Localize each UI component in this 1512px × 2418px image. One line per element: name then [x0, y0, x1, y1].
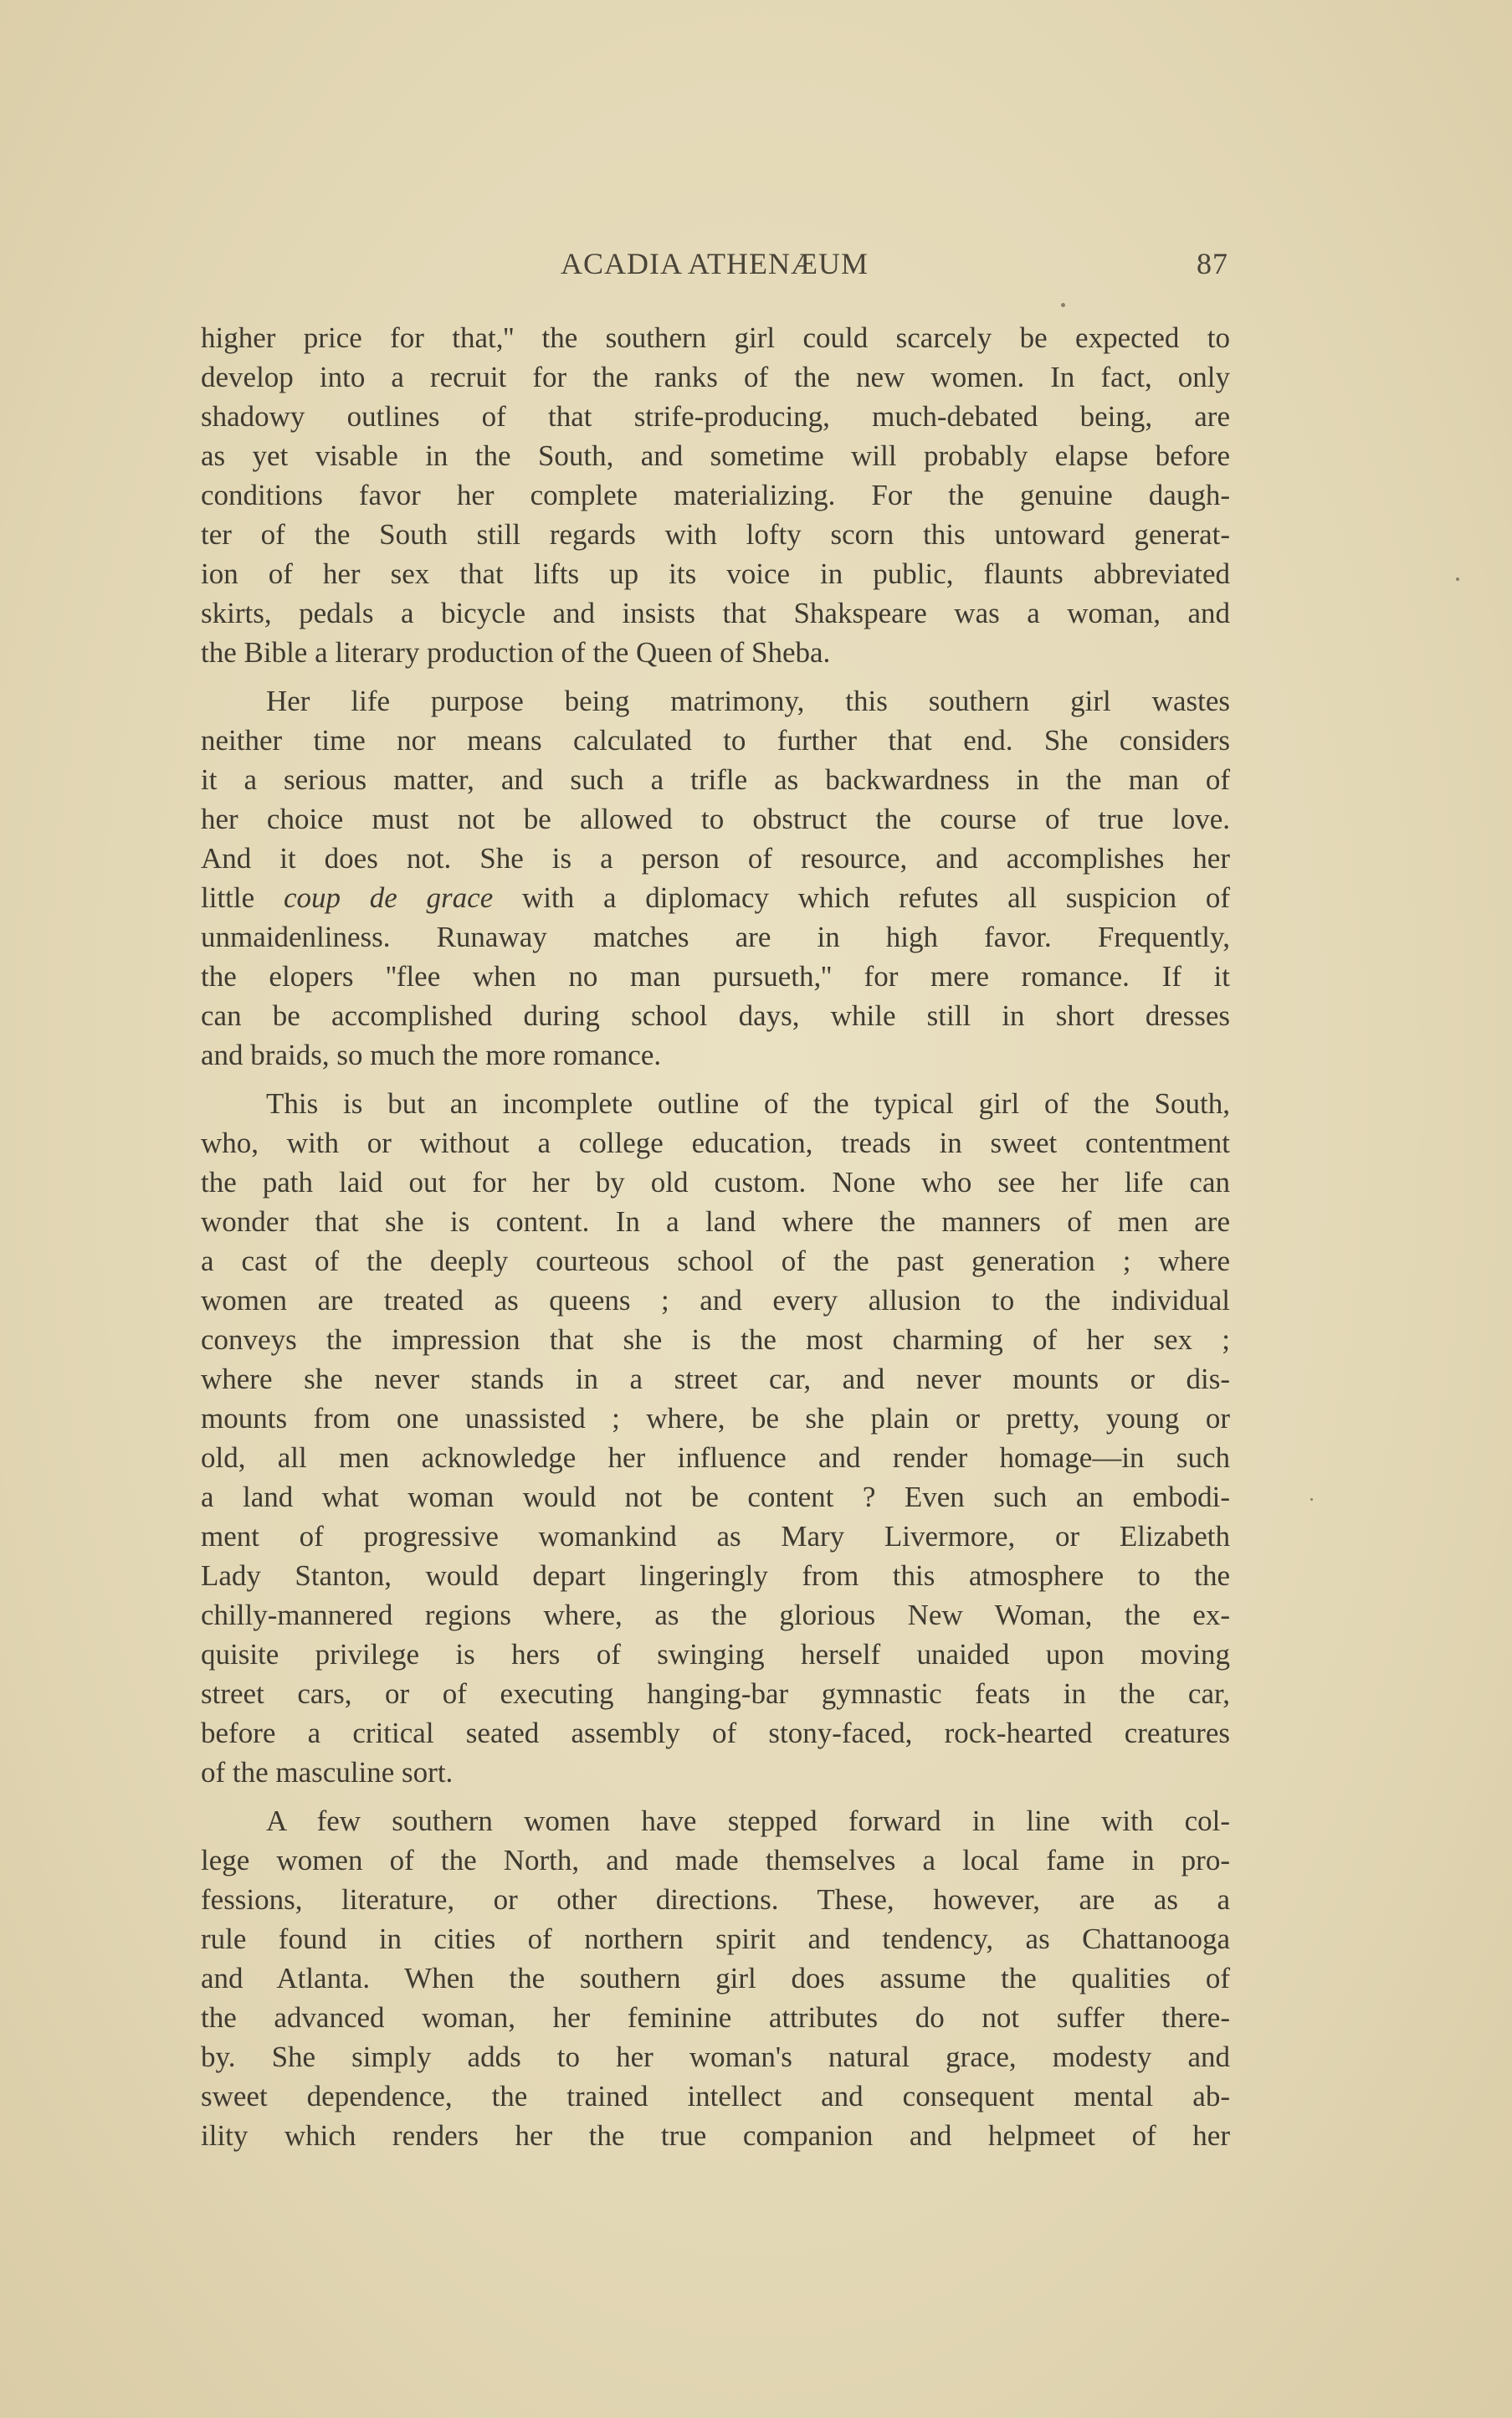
text-line: and braids, so much the more romance. — [201, 1039, 662, 1071]
text-line: the elopers ''flee when no man pursueth,'' for mere romance. If it — [201, 960, 1230, 993]
text-line: fessions, literature, or other directions. These, however, are as a — [201, 1883, 1230, 1916]
paper-speck — [1061, 303, 1065, 307]
text-line: higher price for that,'' the southern girl could scarcely be expected to — [201, 321, 1230, 354]
text-line: the advanced woman, her feminine attributes do not suffer there- — [201, 2001, 1230, 2034]
text-line: who, with or without a college education, treads in sweet contentment — [201, 1127, 1230, 1159]
text-line: conditions favor her complete materializing. For the genuine daugh- — [201, 479, 1230, 511]
text-line: Lady Stanton, would depart lingeringly from this atmosphere to the — [201, 1559, 1230, 1592]
text-line-with-italic — [201, 878, 1230, 917]
text-line: of the masculine sort. — [201, 1756, 454, 1789]
text-line: Her life purpose being matrimony, this southern girl wastes — [266, 685, 1230, 717]
paragraph-2 — [201, 681, 1230, 1075]
text-line: This is but an incomplete outline of the typical girl of the South, — [266, 1087, 1230, 1120]
page-number: 87 — [1197, 247, 1228, 280]
text-line: a land what woman would not be content ? Even such an embodi- — [201, 1481, 1230, 1513]
text-line: develop into a recruit for the ranks of the new women. In fact, only — [201, 361, 1230, 393]
text-line: as yet visable in the South, and sometime will probably elapse before — [201, 439, 1230, 472]
text-run: little — [201, 881, 284, 914]
text-line: by. She simply adds to her woman's natural grace, modesty and — [201, 2041, 1230, 2073]
text-line: A few southern women have stepped forward in line with col- — [266, 1805, 1230, 1837]
text-line: and Atlanta. When the southern girl does assume the qualities of — [201, 1962, 1230, 1994]
text-line: old, all men acknowledge her influence and render homage—in such — [201, 1441, 1230, 1474]
text-line: women are treated as queens ; and every allusion to the individual — [201, 1284, 1230, 1317]
text-line: shadowy outlines of that strife-producing, much-debated being, are — [201, 400, 1230, 433]
text-line: where she never stands in a street car, and never mounts or dis- — [201, 1363, 1230, 1395]
paper-speck — [1456, 578, 1459, 581]
text-run: with a diplomacy which refutes all suspicion of — [493, 881, 1231, 914]
text-line: rule found in cities of northern spirit and tendency, as Chattanooga — [201, 1923, 1230, 1955]
text-line: quisite privilege is hers of swinging herself unaided upon moving — [201, 1638, 1230, 1671]
paragraph-4 — [201, 1801, 1230, 2155]
text-line: the Bible a literary production of the Queen of Sheba. — [201, 636, 831, 669]
paragraph-1 — [201, 318, 1230, 672]
text-line: neither time nor means calculated to further that end. She considers — [201, 724, 1230, 757]
text-line: before a critical seated assembly of stony-faced, rock-hearted creatures — [201, 1717, 1230, 1749]
text-line: sweet dependence, the trained intellect and consequent mental ab- — [201, 2080, 1230, 2113]
text-line: And it does not. She is a person of resource, and accomplishes her — [201, 842, 1230, 875]
text-line: mounts from one unassisted ; where, be she plain or pretty, young or — [201, 1402, 1230, 1435]
paragraph-3 — [201, 1084, 1230, 1792]
page-header — [201, 246, 1228, 290]
running-head: ACADIA ATHENÆUM — [560, 247, 869, 280]
text-line: street cars, or of executing hanging-bar gymnastic feats in the car, — [201, 1677, 1230, 1710]
text-line: chilly-mannered regions where, as the glorious New Woman, the ex- — [201, 1599, 1230, 1631]
text-line: ment of progressive womankind as Mary Livermore, or Elizabeth — [201, 1520, 1230, 1553]
text-line: ter of the South still regards with lofty scorn this untoward generat- — [201, 518, 1230, 551]
text-line: the path laid out for her by old custom. None who see her life can — [201, 1166, 1230, 1199]
text-line: wonder that she is content. In a land where the manners of men are — [201, 1205, 1230, 1238]
text-line: a cast of the deeply courteous school of the past generation ; where — [201, 1245, 1230, 1277]
text-line: ility which renders her the true companion and helpmeet of her — [201, 2119, 1230, 2152]
text-line: her choice must not be allowed to obstruct the course of true love. — [201, 803, 1230, 835]
text-line: unmaidenliness. Runaway matches are in high favor. Frequently, — [201, 921, 1230, 953]
text-line: ion of her sex that lifts up its voice in public, flaunts abbreviated — [201, 557, 1230, 590]
text-line: skirts, pedals a bicycle and insists that Shakspeare was a woman, and — [201, 597, 1230, 629]
paper-speck — [1310, 1498, 1313, 1501]
text-line: conveys the impression that she is the most charming of her sex ; — [201, 1323, 1230, 1356]
text-line: can be accomplished during school days, while still in short dresses — [201, 999, 1230, 1032]
text-line: it a serious matter, and such a trifle as backwardness in the man of — [201, 763, 1230, 796]
text-line: lege women of the North, and made themselves a local fame in pro- — [201, 1844, 1230, 1876]
article-body — [201, 318, 1230, 2164]
italic-phrase: coup de grace — [283, 881, 494, 914]
